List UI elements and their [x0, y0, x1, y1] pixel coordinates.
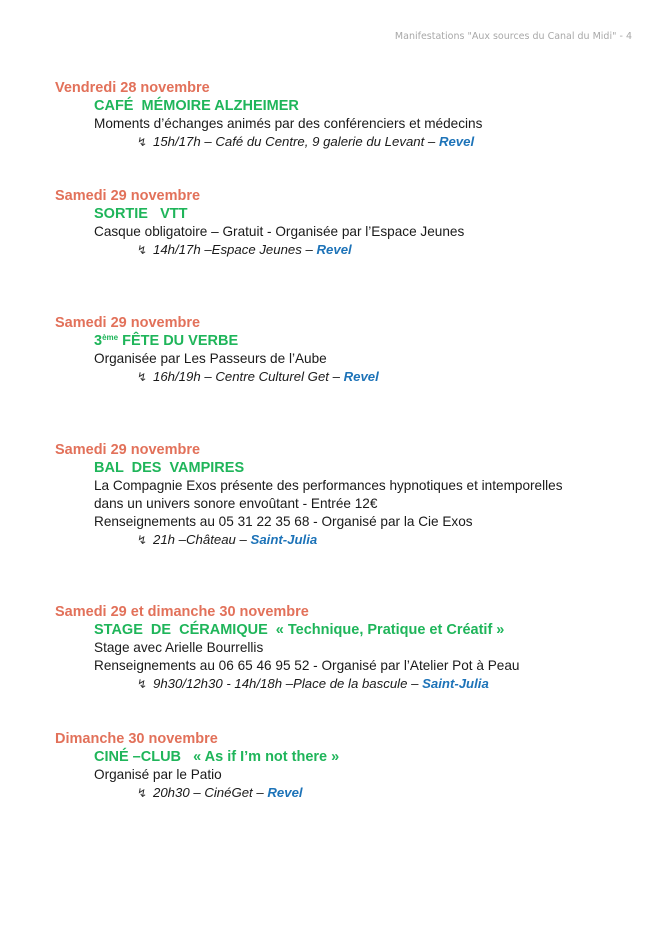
event-time-place: [137, 675, 635, 693]
event-stage-ceramique: [55, 603, 635, 693]
event-title-text: FÊTE DU VERBE: [118, 333, 239, 349]
event-description: Renseignements au 06 65 46 95 52 - Organisé par l’Atelier Pot à Peau: [94, 658, 520, 673]
event-town: Saint-Julia: [250, 532, 318, 547]
event-date: Samedi 29 et dimanche 30 novembre: [55, 604, 309, 620]
running-header: Manifestations "Aux sources du Canal du Midi" - 4: [394, 31, 632, 42]
event-description: Renseignements au 05 31 22 35 68 - Organisé par la Cie Exos: [94, 514, 473, 529]
event-town: Revel: [316, 242, 352, 257]
event-date: Vendredi 28 novembre: [55, 80, 210, 96]
event-time-place: [137, 784, 635, 802]
event-town: Revel: [438, 134, 475, 149]
event-date: Dimanche 30 novembre: [55, 731, 218, 747]
event-time-place: [137, 368, 635, 386]
event-title: STAGE DE CÉRAMIQUE « Technique, Pratique et Créatif »: [94, 622, 505, 638]
event-description: dans un univers sonore envoûtant - Entrée 12€: [94, 496, 378, 511]
event-bal-des-vampires: [55, 441, 635, 549]
arrow-pointer-icon: ↯: [137, 135, 148, 149]
event-title: CINÉ –CLUB « As if I’m not there »: [94, 749, 340, 765]
event-description: Moments d’échanges animés par des conférenciers et médecins: [94, 116, 483, 131]
event-title: CAFÉ MÉMOIRE ALZHEIMER: [94, 98, 299, 114]
event-cine-club: [55, 730, 635, 802]
event-description: Casque obligatoire – Gratuit - Organisée par l’Espace Jeunes: [94, 224, 465, 239]
event-title: SORTIE VTT: [94, 206, 188, 222]
event-title-ordinal: 3: [94, 333, 103, 349]
event-date: Samedi 29 novembre: [55, 188, 201, 204]
event-title: [94, 332, 635, 350]
event-title: BAL DES VAMPIRES: [94, 460, 245, 476]
event-town: Revel: [267, 785, 303, 800]
event-time-place: [137, 133, 635, 151]
arrow-pointer-icon: ↯: [137, 533, 148, 547]
event-date: Samedi 29 novembre: [55, 442, 201, 458]
event-schedule: 9h30/12h30 - 14h/18h –Place de la bascule –: [153, 676, 423, 691]
event-description: Stage avec Arielle Bourrellis: [94, 640, 264, 655]
arrow-pointer-icon: ↯: [137, 786, 148, 800]
event-schedule: 20h30 – CinéGet –: [153, 785, 268, 800]
event-date: Samedi 29 novembre: [55, 315, 201, 331]
arrow-pointer-icon: ↯: [137, 243, 148, 257]
arrow-pointer-icon: ↯: [137, 370, 148, 384]
event-schedule: 16h/19h – Centre Culturel Get –: [153, 369, 344, 384]
event-description: Organisée par Les Passeurs de l’Aube: [94, 351, 327, 366]
event-description: Organisé par le Patio: [94, 767, 222, 782]
event-description: La Compagnie Exos présente des performances hypnotiques et intemporelles: [94, 478, 563, 493]
event-time-place: [137, 241, 635, 259]
event-town: Saint-Julia: [422, 676, 489, 691]
event-time-place: [137, 531, 635, 549]
event-cafe-memoire: [55, 79, 635, 151]
arrow-pointer-icon: ↯: [137, 677, 148, 691]
event-schedule: 15h/17h – Café du Centre, 9 galerie du Levant –: [153, 134, 439, 149]
event-sortie-vtt: [55, 187, 635, 259]
event-fete-du-verbe: [55, 314, 635, 386]
event-schedule: 21h –Château –: [153, 532, 251, 547]
event-title-ordinal-suffix: ème: [102, 333, 119, 342]
event-schedule: 14h/17h –Espace Jeunes –: [153, 242, 317, 257]
event-town: Revel: [343, 369, 379, 384]
